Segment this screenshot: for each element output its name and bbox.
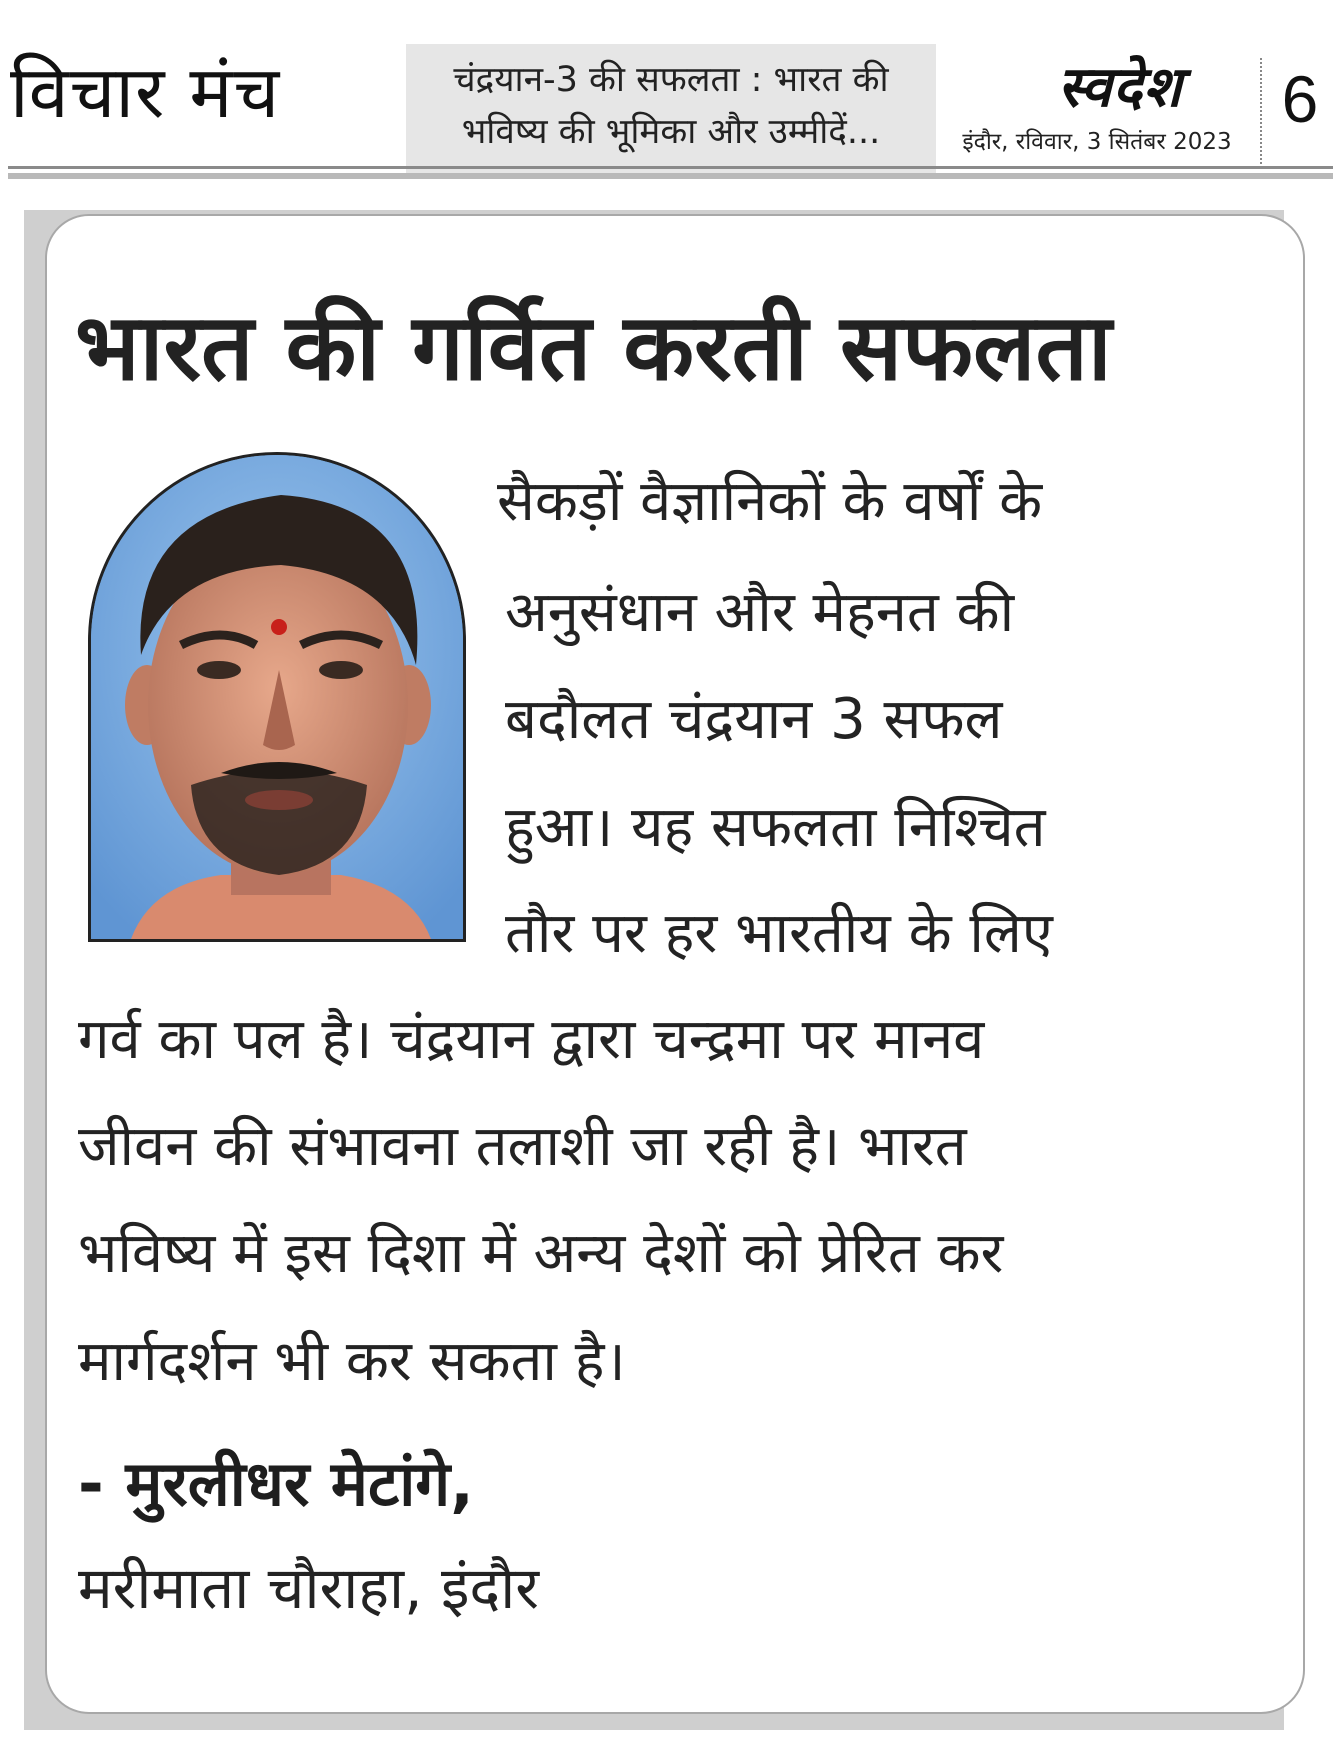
article-line-1: सैकड़ों वैज्ञानिकों के वर्षों के — [497, 469, 1043, 534]
article-line-8: भविष्य में इस दिशा में अन्य देशों को प्रेरित कर — [78, 1221, 1004, 1286]
article-headline: भारत की गर्वित करती सफलता — [75, 294, 1112, 401]
author-photo — [88, 452, 466, 942]
teaser-line-1: चंद्रयान-3 की सफलता : भारत की — [453, 60, 889, 100]
article-line-6: गर्व का पल है। चंद्रयान द्वारा चन्द्रमा पर मानव — [78, 1007, 985, 1072]
page-header — [0, 0, 1333, 190]
author-location: मरीमाता चौराहा, इंदौर — [78, 1554, 539, 1622]
author-portrait-icon — [91, 455, 463, 939]
header-divider — [1260, 58, 1262, 164]
article-line-4: हुआ। यह सफलता निश्चित — [505, 795, 1046, 860]
article-line-3: बदौलत चंद्रयान 3 सफल — [505, 687, 1003, 752]
teaser-box[interactable] — [406, 44, 936, 174]
page-number: 6 — [1281, 62, 1319, 136]
header-rule — [8, 166, 1333, 169]
article-line-7: जीवन की संभावना तलाशी जा रही है। भारत — [78, 1114, 967, 1179]
article-line-5: तौर पर हर भारतीय के लिए — [505, 901, 1053, 966]
article-author: - मुरलीधर मेटांगे, — [78, 1447, 474, 1520]
dateline: इंदौर, रविवार, 3 सितंबर 2023 — [962, 129, 1232, 155]
teaser-line-2: भविष्य की भूमिका और उम्मीदें... — [461, 112, 881, 152]
header-rule-thick — [8, 173, 1333, 179]
article-line-9: मार्गदर्शन भी कर सकता है। — [78, 1329, 626, 1394]
section-title: विचार मंच — [10, 50, 281, 134]
newspaper-logo: स्वदेश — [1057, 54, 1183, 120]
article-line-2: अनुसंधान और मेहनत की — [505, 580, 1015, 645]
